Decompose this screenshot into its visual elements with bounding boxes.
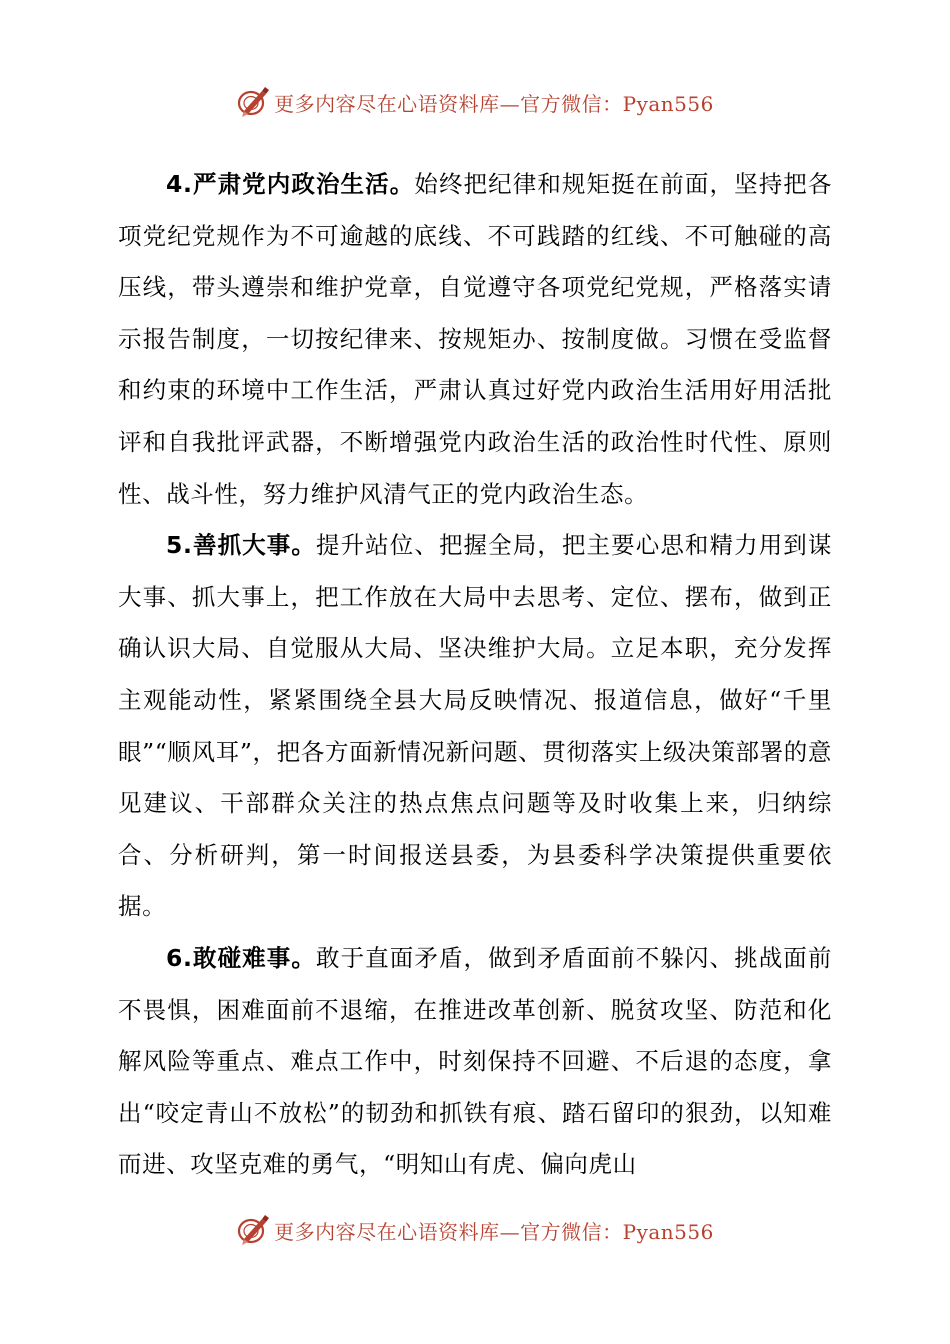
paragraph-heading: 6.敢碰难事。 (166, 943, 316, 972)
paragraph-text: 提升站位、把握全局，把主要心思和精力用到谋大事、抓大事上，把工作放在大局中去思考、定位、摆布，做到正确认识大局、自觉服从大局、坚决维护大局。立足本职，充分发挥主观能动性，紧紧围绕全县大局反映情况、报道信息，做好“千里眼”“顺风耳”，把各方面新情况新问题、贯彻落实上级决策部署的意见建议、干部群众关注的热点焦点问题等及时收集上来，归纳综合、分析研判，第一时间报送县委，为县委科学决策提供重要依据。 (118, 531, 832, 921)
paragraph-text: 始终把纪律和规矩挺在前面，坚持把各项党纪党规作为不可逾越的底线、不可践踏的红线、不可触碰的高压线，带头遵崇和维护党章，自觉遵守各项党纪党规，严格落实请示报告制度，一切按纪律来、按规矩办、按制度做。习惯在受监督和约束的环境中工作生活，严肃认真过好党内政治生活用好用活批评和自我批评武器，不断增强党内政治生活的政治性时代性、原则性、战斗性，努力维护风清气正的党内政治生态。 (118, 170, 832, 508)
header-watermark (0, 80, 950, 124)
footer-watermark (0, 1208, 950, 1252)
document-body (118, 159, 832, 1191)
paragraph-6 (118, 933, 832, 1191)
watermark-text: 更多内容尽在心语资料库—官方微信：Pyan556 (274, 1219, 714, 1244)
watermark-text: 更多内容尽在心语资料库—官方微信：Pyan556 (274, 91, 714, 116)
pen-seal-icon (236, 85, 270, 119)
paragraph-heading: 5.善抓大事。 (166, 531, 316, 560)
paragraph-4 (118, 159, 832, 520)
pen-seal-icon (236, 1213, 270, 1247)
paragraph-text: 敢于直面矛盾，做到矛盾面前不躲闪、挑战面前不畏惧，困难面前不退缩，在推进改革创新、脱贫攻坚、防范和化解风险等重点、难点工作中，时刻保持不回避、不后退的态度，拿出“咬定青山不放松”的韧劲和抓铁有痕、踏石留印的狠劲，以知难而进、攻坚克难的勇气，“明知山有虎、偏向虎山 (118, 943, 832, 1179)
paragraph-5 (118, 520, 832, 933)
paragraph-heading: 4.严肃党内政治生活。 (166, 170, 415, 198)
